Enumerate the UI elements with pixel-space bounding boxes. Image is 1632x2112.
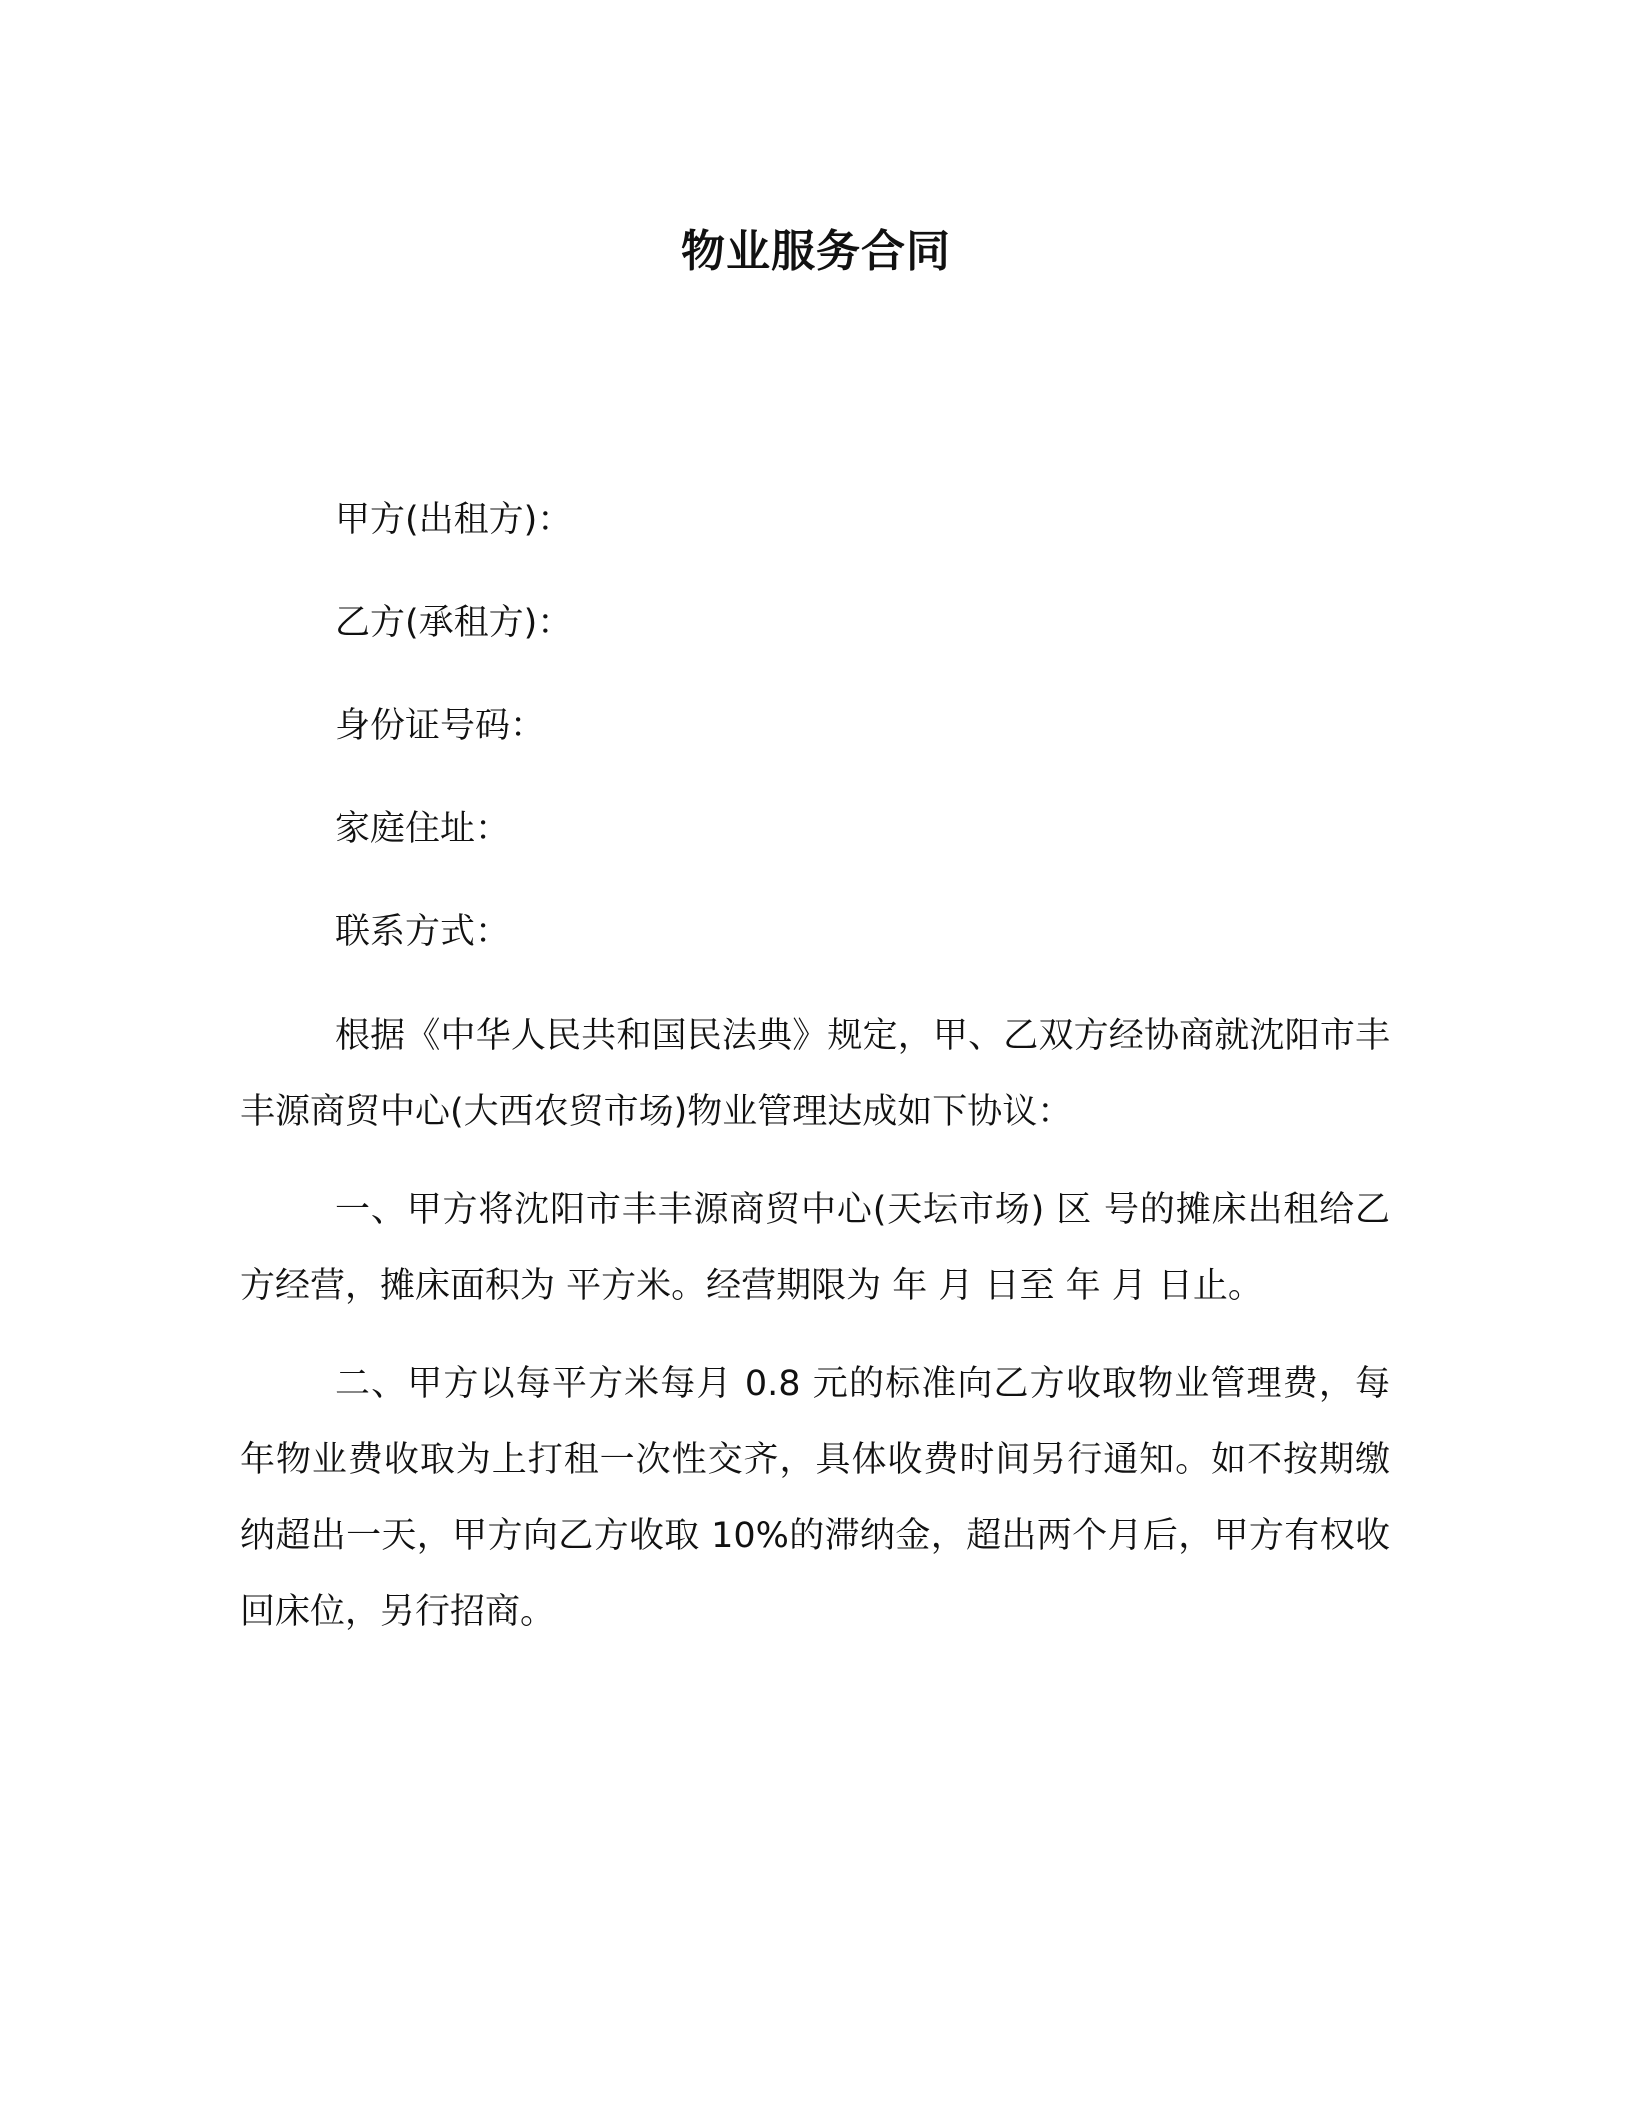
document-title: 物业服务合同: [681, 226, 951, 277]
clause-1-paragraph: 一、甲方将沈阳市丰丰源商贸中心(天坛市场) 区 号的摊床出租给乙方经营，摊床面积为 平方米。经营期限为 年 月 日至 年 月 日止。: [240, 1190, 1390, 1306]
id-number-field: 身份证号码：: [335, 706, 546, 746]
party-a-field: 甲方(出租方)：: [335, 500, 573, 540]
preamble-paragraph: 根据《中华人民共和国民法典》规定，甲、乙双方经协商就沈阳市丰丰源商贸中心(大西农贸市场)物业管理达成如下协议：: [240, 1016, 1390, 1132]
party-b-field: 乙方(承租方)：: [335, 603, 573, 643]
home-address-field: 家庭住址：: [335, 809, 511, 849]
contact-field: 联系方式：: [335, 912, 511, 952]
clause-2-paragraph: 二、甲方以每平方米每月 0.8 元的标准向乙方收取物业管理费，每年物业费收取为上打租一次性交齐，具体收费时间另行通知。如不按期缴纳超出一天，甲方向乙方收取 10%的滞纳金，超出两个月后，甲方有权收回床位，另行招商。: [240, 1364, 1390, 1632]
